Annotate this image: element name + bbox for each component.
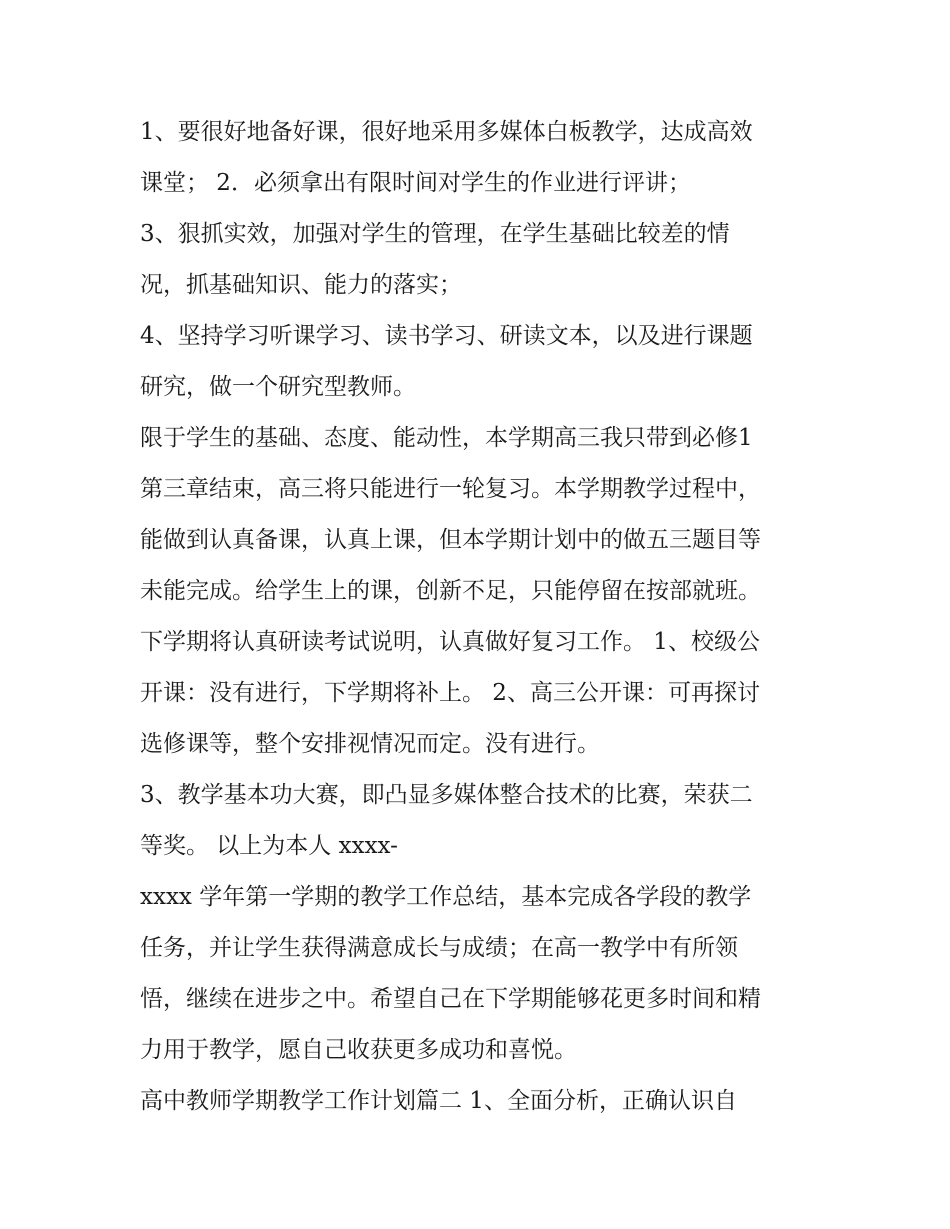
text-line: 开课：没有进行，下学期将补上。 2、高三公开课：可再探讨 [140, 680, 760, 706]
document-body [140, 107, 830, 1127]
text-line: 任务，并让学生获得满意成长与成绩；在高一教学中有所领 [140, 935, 738, 961]
text-line: 选修课等，整个安排视情况而定。没有进行。 [140, 731, 600, 757]
text-line: 等奖。 以上为本人 xxxx- [140, 833, 398, 859]
text-line: 未能完成。给学生上的课，创新不足，只能停留在按部就班。 [140, 578, 761, 604]
text-line: 限于学生的基础、态度、能动性，本学期高三我只带到必修1 [140, 425, 753, 451]
text-line: 下学期将认真研读考试说明，认真做好复习工作。 1、校级公 [140, 629, 760, 655]
text-line: 4、坚持学习听课学习、读书学习、研读文本，以及进行课题 [140, 323, 753, 349]
text-line: 能做到认真备课，认真上课，但本学期计划中的做五三题目等 [140, 527, 761, 553]
text-line: 况，抓基础知识、能力的落实； [140, 272, 462, 298]
text-line: 课堂； 2．必须拿出有限时间对学生的作业进行评讲； [140, 170, 691, 196]
text-line: 研究，做一个研究型教师。 [140, 374, 416, 400]
text-line: 第三章结束，高三将只能进行一轮复习。本学期教学过程中， [140, 476, 761, 502]
text-line: 3、教学基本功大赛，即凸显多媒体整合技术的比赛，荣获二 [140, 782, 753, 808]
text-line: 悟，继续在进步之中。希望自己在下学期能够花更多时间和精 [140, 986, 761, 1012]
text-line: xxxx 学年第一学期的教学工作总结，基本完成各学段的教学 [140, 884, 752, 910]
text-line: 高中教师学期教学工作计划篇二 1、全面分析，正确认识自 [140, 1088, 737, 1114]
text-line: 1、要很好地备好课，很好地采用多媒体白板教学，达成高效 [140, 119, 753, 145]
text-line: 3、狠抓实效，加强对学生的管理，在学生基础比较差的情 [140, 221, 730, 247]
text-line: 力用于教学，愿自己收获更多成功和喜悦。 [140, 1037, 577, 1063]
